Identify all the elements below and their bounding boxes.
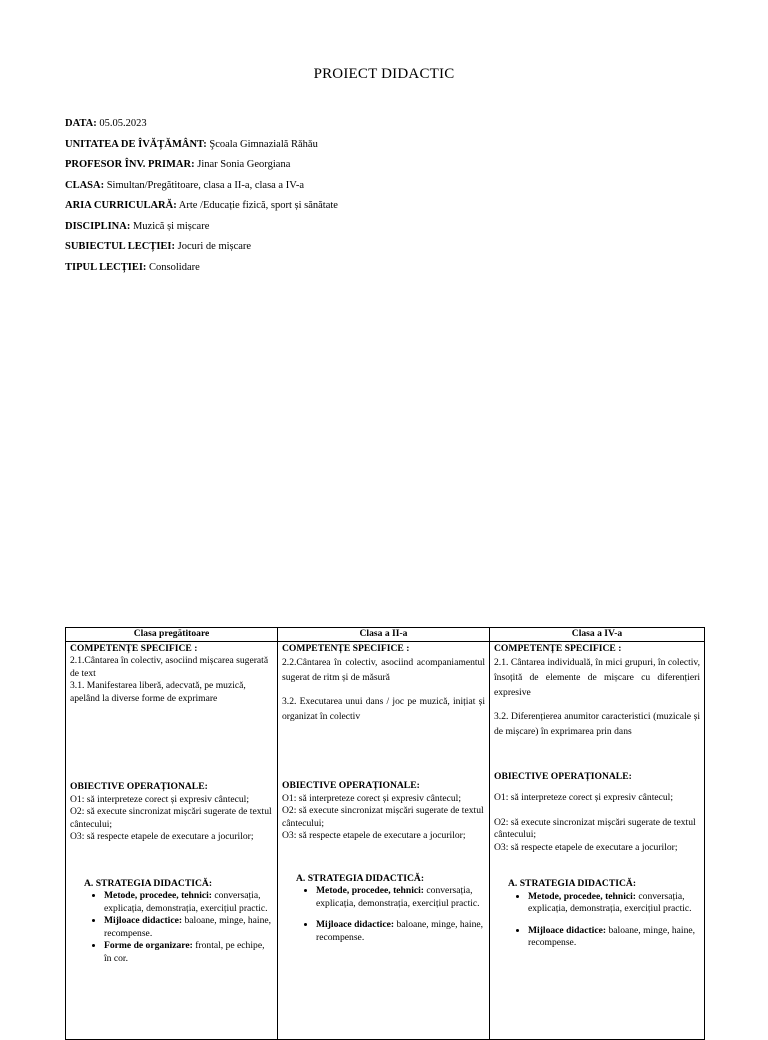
info-value: 05.05.2023 (99, 118, 147, 129)
column-clasa-4 (490, 641, 705, 1039)
info-row-profesor (65, 155, 338, 176)
obiectiv-o2: O2: să execute sincronizat mișcări sugerate de textul cântecului; (282, 805, 484, 829)
obiectiv-o3: O3: să respecte etapele de executare a jocurilor; (282, 830, 466, 841)
objectives-table (65, 627, 705, 1040)
competente-heading: COMPETENȚE SPECIFICE : (494, 642, 622, 654)
obiectiv-o1: O1: să interpreteze corect și expresiv cântecul; (282, 792, 461, 804)
competenta-2: 3.1. Manifestarea liberă, adecvată, pe muzică, apelând la diverse forme de exprimare (70, 680, 246, 704)
forme-value: frontal, pe echipe, în cor. (104, 940, 265, 964)
competente-heading: COMPETENȚE SPECIFICE : (70, 642, 198, 654)
obiectiv-o2: O2: să execute sincronizat mișcări sugerate de textul cântecului; (494, 816, 696, 840)
obiectiv-o1: O1: să interpreteze corect și expresiv cântecul; (494, 791, 673, 803)
info-row-disciplina (65, 217, 338, 238)
info-row-tip (65, 258, 338, 279)
forme-label: Forme de organizare: (104, 940, 193, 951)
info-label: PROFESOR ÎNV. PRIMAR: (65, 159, 195, 170)
info-value: Jinar Sonia Georgiana (197, 159, 291, 170)
competenta-2: 3.2. Diferențierea anumitor caracteristici (muzicale și de mișcare) în exprimarea prin dans (494, 711, 700, 737)
info-value: Arte /Educație fizică, sport și sănătate (178, 200, 338, 211)
info-label: DATA: (65, 118, 97, 129)
mijloace-value: baloane, minge, haine, recompense. (528, 924, 696, 948)
info-row-subiect (65, 237, 338, 258)
info-label: SUBIECTUL LECȚIEI: (65, 241, 175, 252)
column-clasa-2 (278, 641, 490, 1039)
mijloace-value: baloane, minge, haine, recompense. (316, 919, 484, 943)
column-pregatitoare (66, 641, 278, 1039)
page-title: PROIECT DIDACTIC (313, 66, 455, 82)
info-row-unitate (65, 135, 338, 156)
table-header-row (66, 628, 705, 642)
mijloace-value: baloane, minge, haine, recompense. (104, 915, 272, 939)
metode-label: Metode, procedee, tehnici: (316, 885, 424, 896)
list-item (104, 915, 273, 940)
competenta-2: 3.2. Executarea unui dans / joc pe muzică, inițiat și organizat în colectiv (282, 696, 485, 722)
obiectiv-o3: O3: să respecte etapele de executare a jocurilor; (494, 841, 678, 853)
list-item (104, 890, 273, 915)
info-value: Şcoala Gimnazială Rǎhǎu (209, 138, 318, 150)
strategie-heading: A. STRATEGIA DIDACTICĂ: (508, 878, 637, 889)
list-item (316, 885, 485, 910)
lesson-info (65, 114, 338, 278)
competenta-1: 2.1. Cântarea individuală, în mici grupuri, în colectiv, însoțită de elemente de mișcare cu diferențieri expresive (494, 657, 700, 698)
table-row (66, 641, 705, 1039)
info-value: Simultan/Pregătitoare, clasa a II-a, clasa a IV-a (106, 179, 304, 191)
metode-value: conversația, explicația, demonstrația, exercițiul practic. (528, 890, 692, 914)
info-label: TIPUL LECȚIEI: (65, 261, 147, 273)
column-header: Clasa a IV-a (490, 628, 705, 642)
info-row-data (65, 114, 338, 135)
info-value: Jocuri de mișcare (177, 241, 252, 252)
competenta-1: 2.1.Cântarea în colectiv, asociind mișcarea sugerată de text (70, 655, 269, 679)
metode-label: Metode, procedee, tehnici: (528, 890, 636, 902)
info-row-aria (65, 196, 338, 217)
list-item (528, 891, 700, 916)
strategie-heading: A. STRATEGIA DIDACTICĂ: (296, 872, 425, 884)
info-label: ARIA CURRICULARĂ: (65, 200, 177, 211)
strategie-list (70, 890, 273, 965)
mijloace-label: Mijloace didactice: (316, 919, 395, 930)
competente-heading: COMPETENȚE SPECIFICE : (282, 642, 410, 654)
list-item (528, 925, 700, 950)
column-header: Clasa a II-a (278, 628, 490, 642)
metode-value: conversația, explicația, demonstrația, exercițiul practic. (316, 885, 480, 909)
strategie-list (282, 885, 485, 944)
list-item (104, 940, 273, 965)
strategie-heading: A. STRATEGIA DIDACTICĂ: (84, 877, 213, 889)
obiectiv-o3: O3: să respecte etapele de executare a jocurilor; (70, 831, 254, 842)
info-value: Muzică și mișcare (132, 220, 210, 232)
strategie-list (494, 891, 700, 950)
info-label: UNITATEA DE ÎVĂȚĂMÂNT: (65, 138, 207, 150)
obiectiv-o1: O1: să interpreteze corect și expresiv cântecul; (70, 793, 249, 805)
obiective-heading: OBIECTIVE OPERAȚIONALE: (494, 771, 632, 782)
metode-value: conversația, explicația, demonstrația, exercițiul practic. (104, 890, 268, 914)
info-value: Consolidare (149, 261, 200, 273)
info-row-clasa (65, 176, 338, 197)
column-header: Clasa pregătitoare (66, 628, 278, 642)
obiective-heading: OBIECTIVE OPERAȚIONALE: (282, 780, 420, 791)
metode-label: Metode, procedee, tehnici: (104, 890, 212, 901)
info-label: DISCIPLINA: (65, 220, 131, 232)
obiective-heading: OBIECTIVE OPERAȚIONALE: (70, 781, 208, 792)
obiectiv-o2: O2: să execute sincronizat mișcări sugerate de textul cântecului; (70, 806, 272, 830)
competenta-1: 2.2.Cântarea în colectiv, asociind acompaniamentul sugerat de ritm și de măsură (282, 657, 485, 683)
mijloace-label: Mijloace didactice: (528, 924, 607, 936)
mijloace-label: Mijloace didactice: (104, 915, 183, 926)
info-label: CLASA: (65, 179, 105, 191)
list-item (316, 919, 485, 944)
